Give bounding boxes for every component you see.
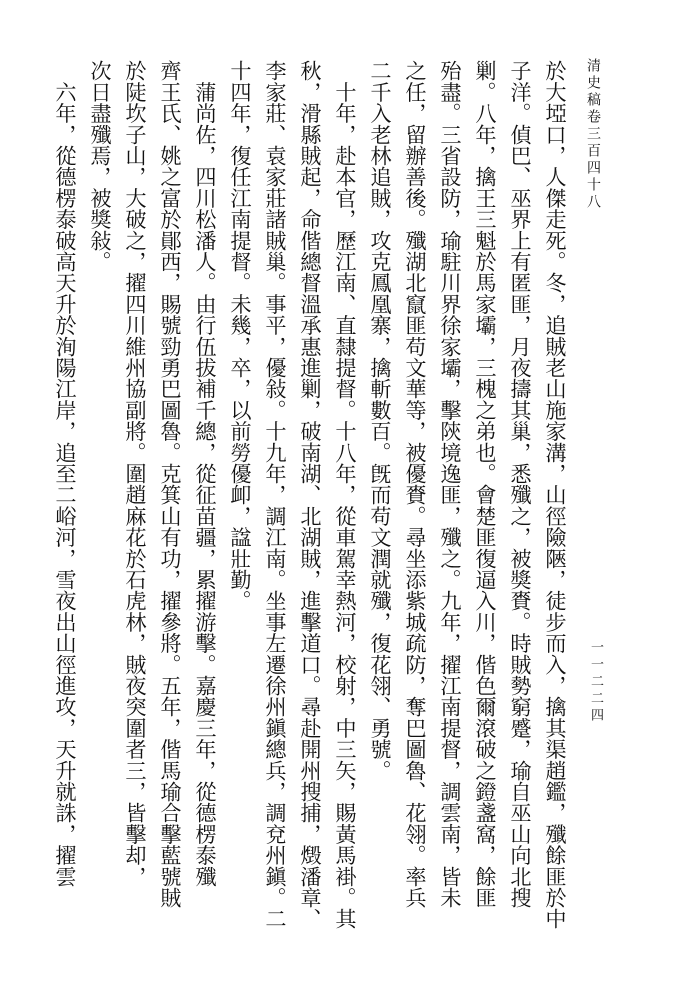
text-column: 之任，留辦善後。殲湖北竄匪苟文華等，被優賚。尋坐添紫城疏防，奪巴圖魯、花翎。率兵 <box>403 60 428 908</box>
text-column: 子洋。偵巴、巫界上有匿匪，月夜擣其巢，悉殲之，被獎賚。時賊勢窮蹙，瑜自巫山向北搜 <box>508 60 533 908</box>
text-column: 李家莊、袁家莊諸賊巢。事平，優敍。十九年，調江南。坐事左遷徐州鎭總兵，調兗州鎭。二 <box>263 60 288 930</box>
text-column: 於陡坎子山，大破之，擢四川維州協副將。圍趙麻花於石虎林，賊夜突圍者三，皆擊却， <box>123 60 148 887</box>
running-header-title: 清史稿卷三百四十八 <box>585 58 601 211</box>
text-column: 二千入老林追賊，攻克鳳凰寨，擒斬數百。旣而苟文潤就殲，復花翎、勇號。 <box>368 60 393 781</box>
text-column: 六年，從德楞泰破高天升於洵陽江岸，追至二峪河，雪夜出山徑進攻，天升就誅，擢雲 <box>53 60 78 887</box>
text-column: 十年，赴本官，歷江南、直隸提督。十八年，從車駕幸熱河，校射，中三矢，賜黃馬褂。其 <box>333 60 358 930</box>
text-column: 剿。八年，擒王三魁於馬家壩，三槐之弟也。會楚匪復逼入川，偕色爾滾破之鐙盞窩，餘匪 <box>473 60 498 908</box>
text-column: 次日盡殲焉，被獎敍。 <box>88 60 113 272</box>
text-column: 齊王氏、姚之富於鄖西，賜號勁勇巴圖魯。克箕山有功，擢參將。五年，偕馬瑜合擊藍號賊 <box>158 60 183 908</box>
text-column: 於大埡口，人傑走死。冬，追賊老山施家溝，山徑險陿，徒步而入，擒其渠趙鑑，殲餘匪於中 <box>543 60 568 930</box>
text-column: 蒲尚佐，四川松潘人。由行伍拔補千總，從征苗疆，累擢游擊。嘉慶三年，從德楞泰殲 <box>193 60 218 887</box>
text-column: 秋，滑縣賊起，命偕總督溫承惠進剿，破南湖、北湖賊，進擊道口。尋赴開州搜捕，燬潘章、 <box>298 60 323 930</box>
text-column: 十四年，復任江南提督。未幾，卒，以前勞優卹，諡壯勤。 <box>228 60 253 612</box>
text-column: 殆盡。三省設防，瑜駐川界徐家壩，擊陝境逸匪，殲之。九年，擢江南提督，調雲南，皆未 <box>438 60 463 908</box>
page-number: 一一二二四 <box>588 640 603 725</box>
